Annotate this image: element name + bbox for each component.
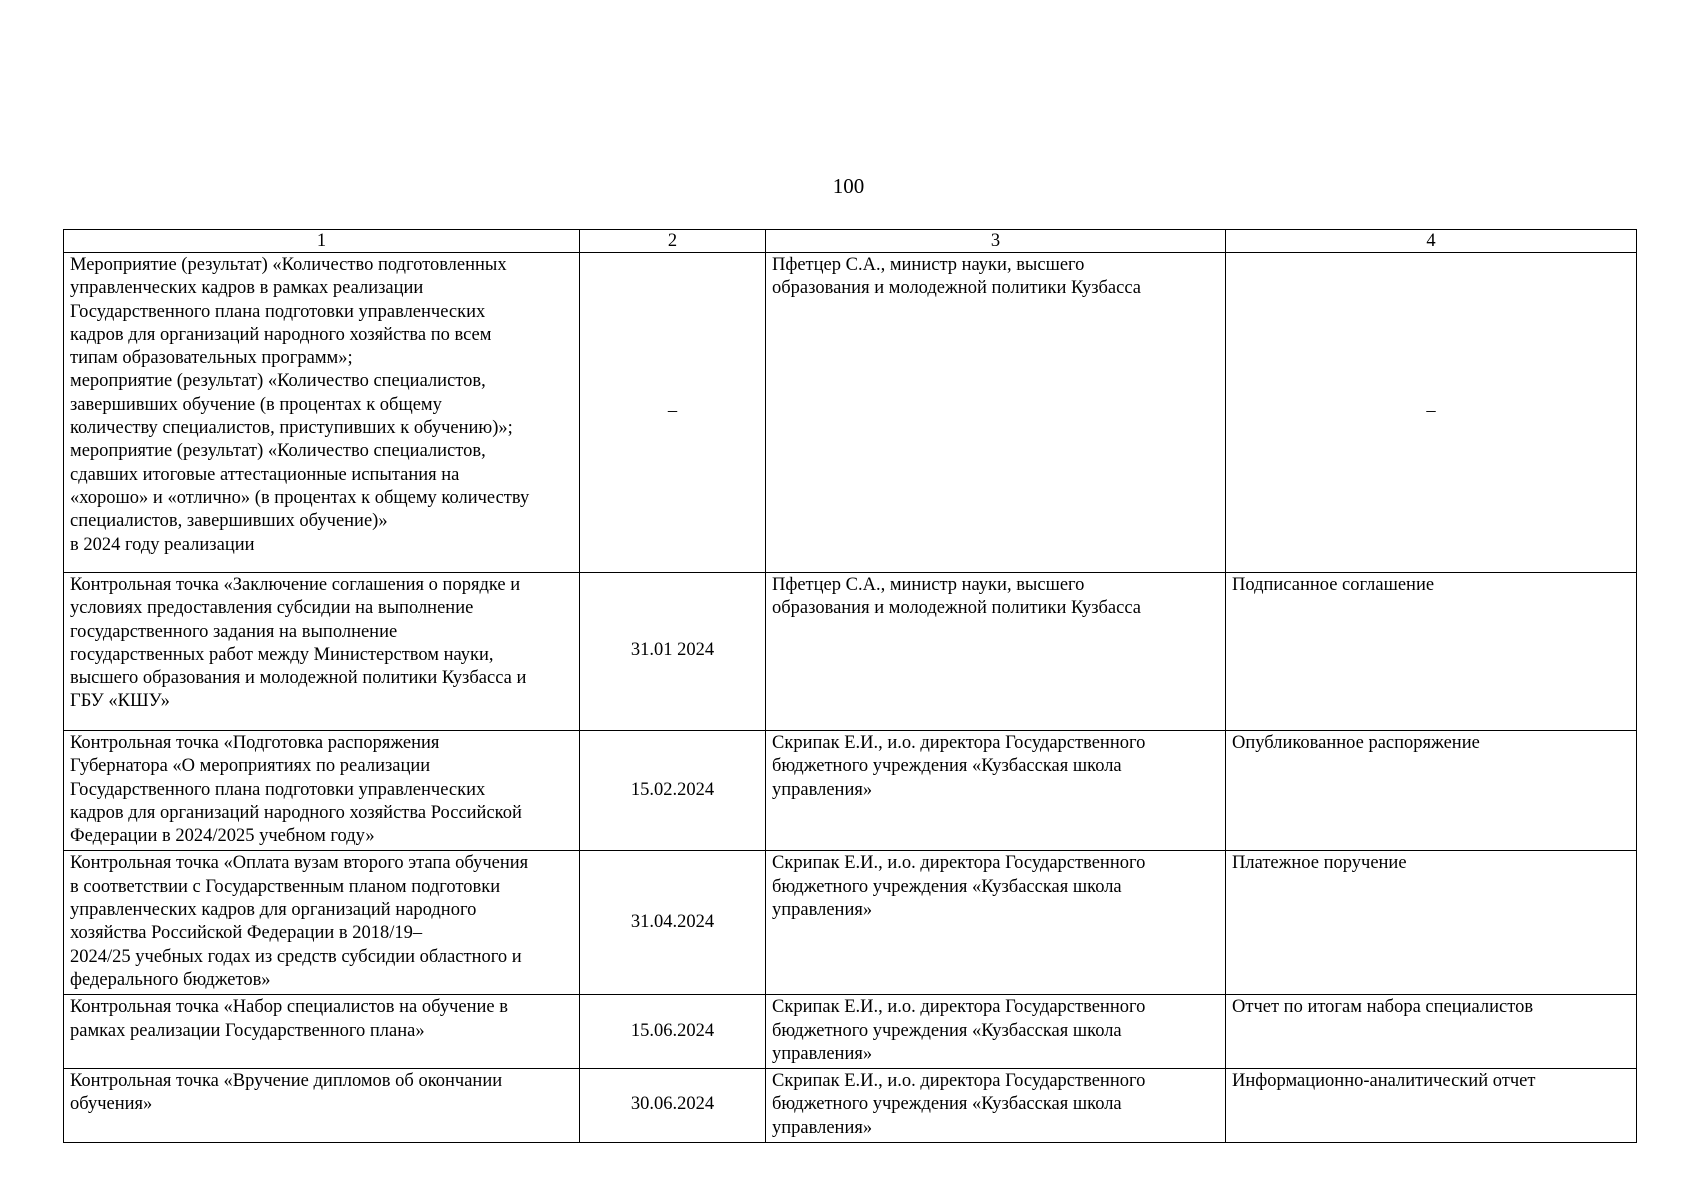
- date-cell: 30.06.2024: [580, 1069, 766, 1143]
- responsible-text: Скрипак Е.И., и.о. директора Государственного бюджетного учреждения «Кузбасская школа управления»: [772, 853, 1146, 921]
- event-cell: [64, 995, 580, 1069]
- responsible-text: Скрипак Е.И., и.о. директора Государственного бюджетного учреждения «Кузбасская школа управления»: [772, 733, 1146, 800]
- responsible-text: Скрипак Е.И., и.о. директора Государственного бюджетного учреждения «Кузбасская школа управления»: [772, 997, 1146, 1064]
- result-cell: Отчет по итогам набора специалистов: [1226, 995, 1637, 1069]
- result-cell: Платежное поручение: [1226, 851, 1637, 995]
- responsible-cell: [766, 573, 1226, 731]
- result-cell: Информационно-аналитический отчет: [1226, 1069, 1637, 1143]
- table-row: [64, 731, 1637, 851]
- date-cell: 31.01 2024: [580, 573, 766, 731]
- page-number: 100: [832, 174, 865, 198]
- event-cell: [64, 731, 580, 851]
- table-row: [64, 253, 1637, 573]
- event-text: Контрольная точка «Набор специалистов на обучение в рамках реализации Государственного плана»: [70, 997, 508, 1041]
- responsible-cell: [766, 995, 1226, 1069]
- result-cell: Подписанное соглашение: [1226, 573, 1637, 731]
- event-cell: [64, 1069, 580, 1143]
- event-text: Мероприятие (результат) «Количество подготовленных управленческих кадров в рамках реализации Государственного плана подготовки управленческих кадров для организаций народного хозяйства по всем типам образовательных программ»; мероприятие (результат) «Количество специалистов, завершивших обучение (в процентах к общему количеству специалистов, приступивших к обучению)»; мероприятие (результат) «Количество специалистов, сдавших итоговые аттестационные испытания на «хорошо» и «отлично» (в процентах к общему количеству специалистов, завершивших обучение)» в 2024 году реализации: [70, 255, 530, 555]
- table-row: [64, 851, 1637, 995]
- responsible-text: Скрипак Е.И., и.о. директора Государственного бюджетного учреждения «Кузбасская школа управления»: [772, 1071, 1146, 1138]
- responsible-cell: [766, 731, 1226, 851]
- table-header-row: [64, 230, 1637, 253]
- result-cell: –: [1226, 253, 1637, 573]
- control-points-table: [63, 229, 1637, 1143]
- date-cell: 15.06.2024: [580, 995, 766, 1069]
- column-header: 2: [580, 230, 766, 253]
- date-cell: 15.02.2024: [580, 731, 766, 851]
- column-header: 3: [766, 230, 1226, 253]
- event-text: Контрольная точка «Вручение дипломов об окончании обучения»: [70, 1071, 503, 1115]
- responsible-cell: [766, 851, 1226, 995]
- result-cell: Опубликованное распоряжение: [1226, 731, 1637, 851]
- responsible-text: Пфетцер С.А., министр науки, высшего образования и молодежной политики Кузбасса: [772, 575, 1142, 619]
- table-row: [64, 1069, 1637, 1143]
- column-header: 4: [1226, 230, 1637, 253]
- table-row: [64, 573, 1637, 731]
- column-header: 1: [64, 230, 580, 253]
- date-cell: 31.04.2024: [580, 851, 766, 995]
- responsible-cell: [766, 253, 1226, 573]
- event-cell: [64, 253, 580, 573]
- responsible-cell: [766, 1069, 1226, 1143]
- event-cell: [64, 573, 580, 731]
- event-text: Контрольная точка «Подготовка распоряжения Губернатора «О мероприятиях по реализации Государственного плана подготовки управленческих кадров для организаций народного хозяйства Российской Федерации в 2024/2025 учебном году»: [70, 733, 522, 847]
- responsible-text: Пфетцер С.А., министр науки, высшего образования и молодежной политики Кузбасса: [772, 255, 1142, 299]
- event-text: Контрольная точка «Заключение соглашения о порядке и условиях предоставления субсидии на выполнение государственного задания на выполнение государственных работ между Министерством науки, высшего образования и молодежной политики Кузбасса и ГБУ «КШУ»: [70, 575, 527, 712]
- date-cell: –: [580, 253, 766, 573]
- table-row: [64, 995, 1637, 1069]
- event-cell: [64, 851, 580, 995]
- event-text: Контрольная точка «Оплата вузам второго этапа обучения в соответствии с Государственным планом подготовки управленческих кадров для организаций народного хозяйства Российской Федерации в 2018/19– 2024/25 учебных годах из средств субсидии областного и федерального бюджетов»: [70, 853, 529, 990]
